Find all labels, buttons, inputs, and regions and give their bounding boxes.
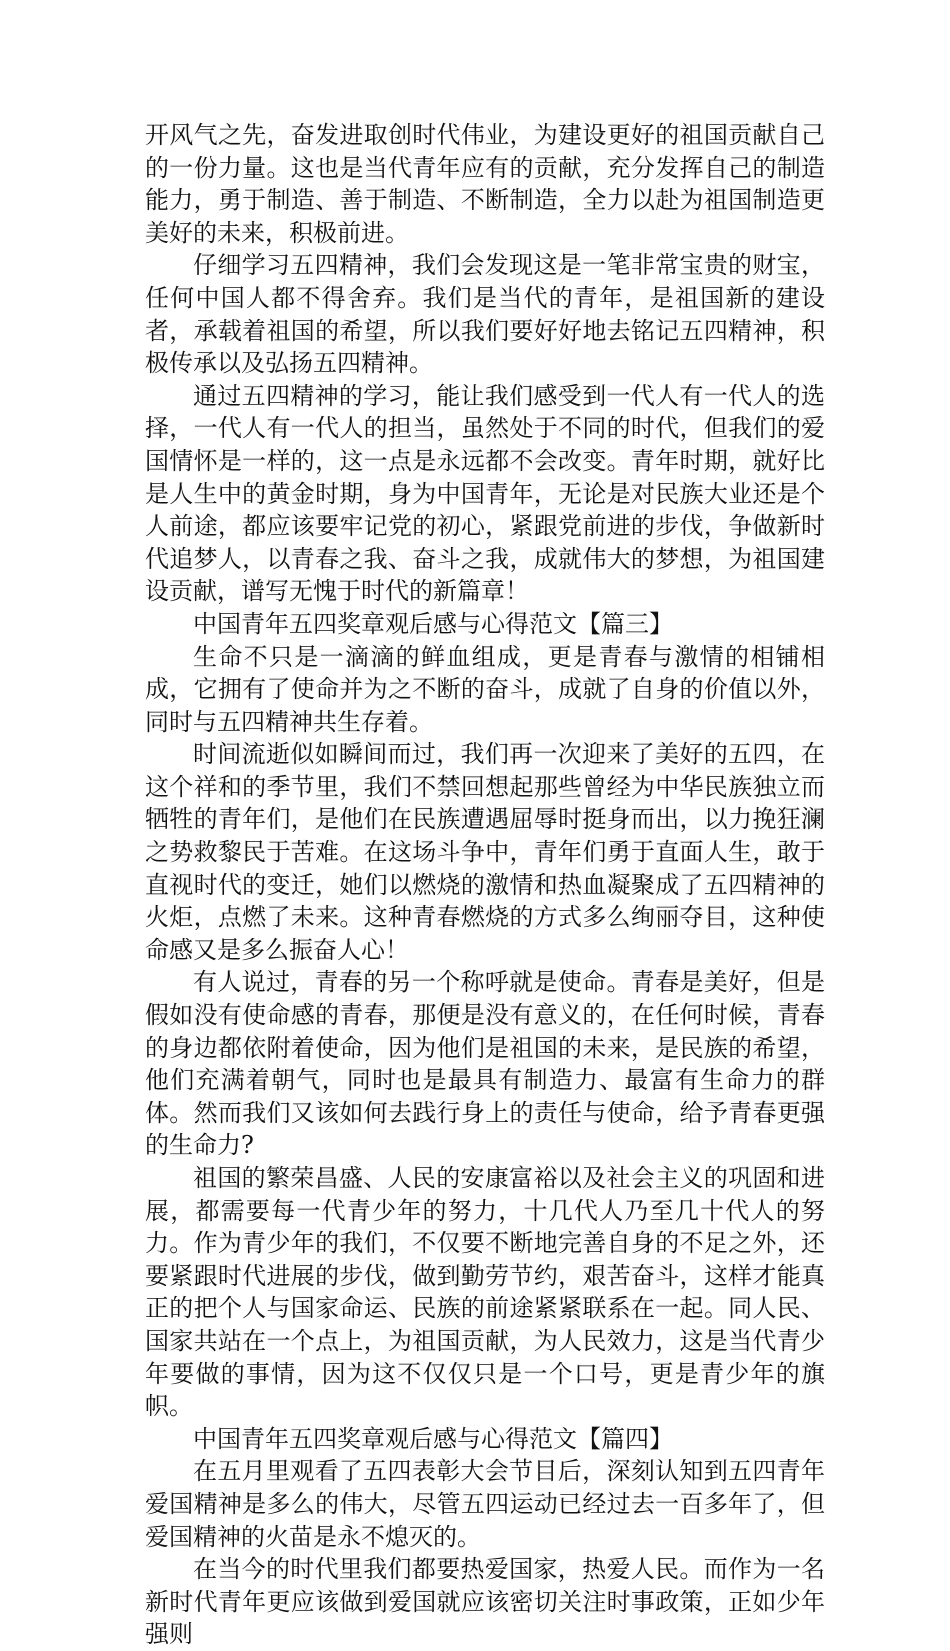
paragraph-body: 有人说过，青春的另一个称呼就是使命。青春是美好，但是假如没有使命感的青春，那便是没有意义的，在任何时候，青春的身边都依附着使命，因为他们是祖国的未来，是民族的希望，他们充满着朝气，同时也是最具有制造力、最富有生命力的群体。然而我们又该如何去践行身上的责任与使命，给予青春更强的生命力? — [145, 968, 825, 1160]
section-heading-part-four: 中国青年五四奖章观后感与心得范文【篇四】 — [193, 1424, 673, 1453]
paragraph-body: 通过五四精神的学习，能让我们感受到一代人有一代人的选择，一代人有一代人的担当，虽然处于不同的时代，但我们的爱国情怀是一样的，这一点是永远都不会改变。青年时期，就好比是人生中的黄金时期，身为中国青年，无论是对民族大业还是个人前途，都应该要牢记党的初心，紧跟党前进的步伐，争做新时代追梦人，以青春之我、奋斗之我，成就伟大的梦想，为祖国建设贡献，谱写无愧于时代的新篇章！ — [145, 381, 825, 606]
paragraph-body: 在五月里观看了五四表彰大会节目后，深刻认知到五四青年爱国精神是多么的伟大，尽管五四运动已经过去一百多年了，但爱国精神的火苗是永不熄灭的。 — [145, 1457, 825, 1551]
paragraph-body: 祖国的繁荣昌盛、人民的安康富裕以及社会主义的巩固和进展，都需要每一代青少年的努力，十几代人乃至几十代人的努力。作为青少年的我们，不仅要不断地完善自身的不足之外，还要紧跟时代进展的步伐，做到勤劳节约，艰苦奋斗，这样才能真正的把个人与国家命运、民族的前途紧紧联系在一起。同人民、国家共站在一个点上，为祖国贡献，为人民效力，这是当代青少年要做的事情，因为这不仅仅只是一个口号，更是青少年的旗帜。 — [145, 1164, 825, 1421]
paragraph-body: 在当今的时代里我们都要热爱国家，热爱人民。而作为一名新时代青年更应该做到爱国就应该密切关注时事政策，正如少年强则 — [145, 1555, 825, 1649]
paragraph-body: 生命不只是一滴滴的鲜血组成，更是青春与激情的相铺相成，它拥有了使命并为之不断的奋斗，成就了自身的价值以外，同时与五四精神共生存着。 — [145, 642, 825, 736]
paragraph-body: 仔细学习五四精神，我们会发现这是一笔非常宝贵的财宝，任何中国人都不得舍弃。我们是当代的青年，是祖国新的建设者，承载着祖国的希望，所以我们要好好地去铭记五四精神，积极传承以及弘扬五四精神。 — [145, 251, 825, 378]
document-body — [145, 119, 825, 1651]
paragraph-body: 时间流逝似如瞬间而过，我们再一次迎来了美好的五四，在这个祥和的季节里，我们不禁回想起那些曾经为中华民族独立而牺牲的青年们，是他们在民族遭遇屈辱时挺身而出，以力挽狂澜之势救黎民于苦难。在这场斗争中，青年们勇于直面人生，敢于直视时代的变迁，她们以燃烧的激情和热血凝聚成了五四精神的火炬，点燃了未来。这种青春燃烧的方式多么绚丽夺目，这种使命感又是多么振奋人心！ — [145, 740, 825, 964]
section-heading-part-three: 中国青年五四奖章观后感与心得范文【篇三】 — [193, 609, 673, 638]
paragraph-continuation: 开风气之先，奋发进取创时代伟业，为建设更好的祖国贡献自己的一份力量。这也是当代青年应有的贡献，充分发挥自己的制造能力，勇于制造、善于制造、不断制造，全力以赴为祖国制造更美好的未来，积极前进。 — [145, 121, 825, 247]
